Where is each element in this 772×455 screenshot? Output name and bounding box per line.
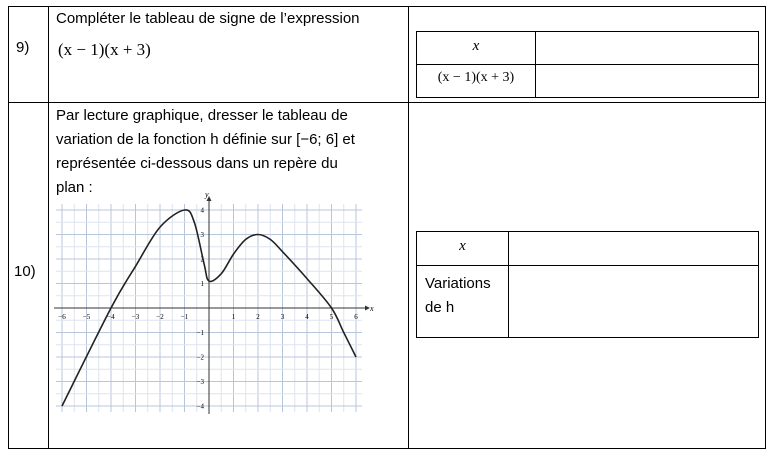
x-tick-label: −2	[156, 313, 164, 321]
y-tick-label: −2	[196, 353, 204, 362]
y-tick-label: −4	[196, 402, 204, 411]
x-tick-label: −5	[82, 313, 91, 321]
y-tick-label: 2	[200, 255, 204, 264]
exercise-9-number: 9)	[16, 39, 30, 56]
answer-column-divider	[408, 6, 409, 449]
variation-table	[416, 231, 759, 338]
x-tick-label: −1	[180, 313, 189, 321]
exercise-10-instruction-line-1: Par lecture graphique, dresser le tableau de	[56, 107, 348, 124]
sign-table-expression-label: (x − 1)(x + 3)	[437, 70, 515, 85]
x-tick-label: 3	[280, 313, 285, 321]
sign-table-x-label: x	[472, 38, 480, 54]
y-tick-label: 1	[200, 280, 204, 288]
x-tick-label: 2	[256, 313, 260, 321]
exercise-10-instruction-line-4: plan :	[56, 179, 93, 196]
number-column-divider	[48, 6, 49, 449]
x-tick-label: 4	[305, 313, 309, 321]
variation-table-x-row[interactable]	[509, 232, 758, 265]
y-tick-label: −1	[196, 329, 204, 337]
y-tick-label: 4	[200, 206, 204, 215]
exercise-10-instruction-line-3: représentée ci-dessous dans un repère du	[56, 155, 338, 172]
y-tick-label: −3	[196, 378, 204, 386]
exercise-9-expression: (x − 1)(x + 3)	[58, 40, 151, 59]
x-tick-label: −3	[131, 313, 140, 321]
variation-table-label-line-2: de h	[425, 299, 455, 316]
function-h-graph	[55, 190, 385, 442]
exercise-10-number: 10)	[14, 263, 36, 280]
sign-table-expression-row[interactable]	[536, 65, 758, 97]
sign-table	[416, 31, 759, 98]
variation-table-label-line-1: Variations	[425, 275, 491, 292]
x-tick-label: −4	[107, 313, 115, 321]
x-tick-label: 6	[354, 313, 358, 321]
y-tick-label: 3	[200, 231, 204, 239]
x-tick-label: −6	[58, 313, 66, 321]
variation-table-x-label: x	[459, 238, 466, 254]
x-tick-label: 5	[329, 313, 334, 321]
y-axis-label: y	[205, 190, 209, 199]
x-tick-label: 1	[231, 313, 236, 321]
row-divider	[8, 102, 766, 103]
sign-table-x-row[interactable]	[536, 32, 758, 64]
x-axis-label: x	[370, 304, 374, 313]
exercise-10-instruction-line-2: variation de la fonction h définie sur [−6; 6] et	[56, 131, 355, 148]
variation-table-variations-row[interactable]	[509, 266, 758, 337]
exercise-9-instruction: Compléter le tableau de signe de l’expression	[56, 10, 360, 27]
